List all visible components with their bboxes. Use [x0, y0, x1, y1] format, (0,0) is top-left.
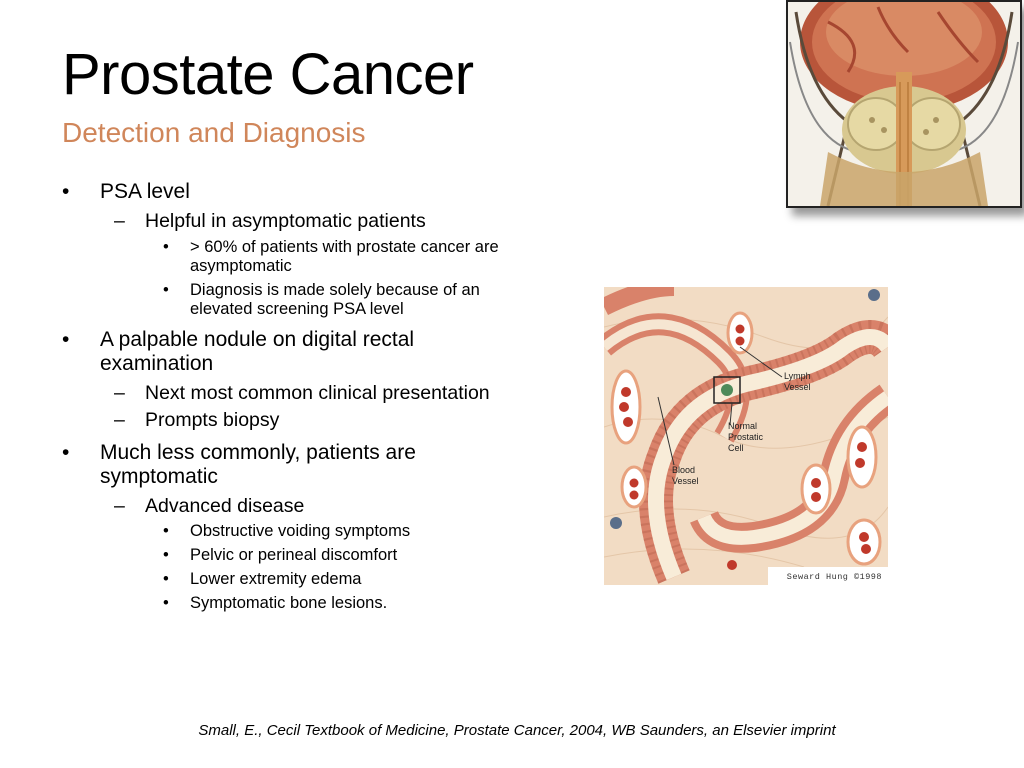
prostate-tissue-illustration: [604, 287, 888, 585]
label-lymph: Lymph Vessel: [784, 371, 811, 392]
detail-bullet: • Lower extremity edema: [163, 570, 362, 588]
detail-bullet: • Pelvic or perineal discomfort: [163, 546, 398, 564]
bullet-symptomatic: • Much less commonly, patients are symptomatic: [62, 440, 416, 488]
sub-bullet: – Next most common clinical presentation: [114, 381, 490, 404]
bullet-psa-level: • PSA level: [62, 180, 190, 203]
sub-bullet-asymptomatic: – Helpful in asymptomatic patients: [114, 210, 426, 232]
detail-bullet: • Diagnosis is made solely because of an elevated screening PSA level: [163, 280, 480, 318]
bullet-list: [62, 180, 502, 618]
prostate-anatomy-image: [786, 0, 1024, 212]
detail-bullet: • Obstructive voiding symptoms: [163, 522, 411, 540]
sub-bullet: – Prompts biopsy: [114, 409, 280, 431]
illustration-credit: Seward Hung ©1998: [786, 572, 882, 582]
slide-title: Prostate Cancer: [62, 42, 474, 107]
slide-subtitle: Detection and Diagnosis: [62, 117, 366, 148]
label-normal: Normal Prostatic Cell: [728, 421, 764, 453]
sub-bullet-advanced-disease: – Advanced disease: [114, 494, 305, 517]
label-blood: Blood Vessel: [672, 465, 699, 486]
citation: Small, E., Cecil Textbook of Medicine, Prostate Cancer, 2004, WB Saunders, an Elsevier imprint: [198, 722, 836, 739]
bullet-palpable-nodule: • A palpable nodule on digital rectal examination: [62, 327, 415, 375]
detail-bullet: • > 60% of patients with prostate cancer are asymptomatic: [163, 237, 499, 275]
detail-bullet: • Symptomatic bone lesions.: [163, 594, 388, 612]
